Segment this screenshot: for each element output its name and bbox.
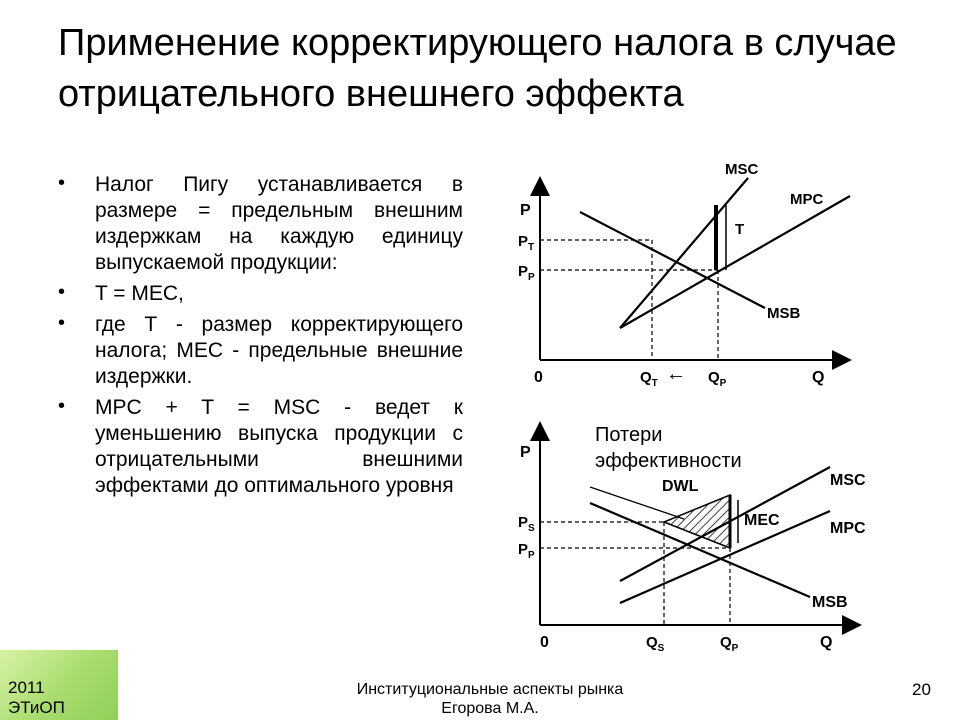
msb-label: MSB [812, 594, 848, 611]
bullet-dot: • [58, 172, 66, 194]
price-label-low: $P_P$ [518, 263, 535, 283]
bullet-item [58, 172, 463, 276]
bullet-item [58, 395, 463, 499]
tax-diagram [500, 150, 870, 390]
msb-label: MSB [767, 305, 801, 322]
footer-course: Институциональные аспекты рынка [356, 681, 624, 698]
efficiency-loss-caption [595, 422, 742, 474]
slide-title: Применение корректирующего налога в случае отрицательного внешнего эффекта [58, 22, 897, 115]
dwl-label: DWL [662, 478, 699, 495]
qty-label-high: $Q_P$ [720, 634, 739, 654]
bullet-dot: • [58, 312, 66, 334]
price-label-high: $P_T$ [518, 233, 535, 253]
bullet-text: MPC + T = MSC - ведет к уменьшению выпуска продукции с отрицательными внешними эффектами до оптимального уровня [95, 396, 463, 497]
page-number: 20 [912, 680, 931, 699]
x-axis-label: Q [820, 634, 833, 651]
price-label-high: $P_S$ [518, 514, 535, 534]
y-axis-label: P [520, 202, 531, 219]
bullet-list [58, 172, 463, 504]
bullet-item [58, 281, 463, 307]
footer-author: Егорова М.А. [441, 700, 539, 717]
badge-org: ЭТиОП [8, 698, 65, 717]
msc-label: MSC [830, 472, 866, 489]
mpc-curve [620, 196, 850, 328]
badge-text [8, 678, 65, 718]
tax-label: T [735, 221, 745, 238]
left-arrow: ← [666, 363, 686, 385]
mpc-label: MPC [830, 520, 866, 537]
bullet-dot: • [58, 281, 66, 303]
origin-label: 0 [540, 634, 549, 651]
bullet-text: где Т - размер корректирующего налога; MEC - предельные внешние издержки. [95, 313, 463, 388]
bullet-item [58, 312, 463, 390]
bullet-text: T = MEC, [95, 282, 184, 305]
x-axis-label: Q [812, 369, 825, 386]
bullet-text: Налог Пигу устанавливается в размере = предельным внешним издержкам на каждую единицу выпускаемой продукции: [95, 173, 463, 274]
qty-label-low: $Q_S$ [646, 634, 665, 654]
caption-line: Потери [595, 424, 663, 446]
y-axis-label: P [520, 444, 531, 461]
caption-line: эффективности [595, 450, 742, 472]
bullet-dot: • [58, 395, 66, 417]
msc-label: MSC [725, 161, 759, 178]
origin-label: 0 [534, 369, 543, 386]
msc-curve [620, 178, 748, 328]
mpc-label: MPC [790, 191, 824, 208]
badge-year: 2011 [8, 678, 45, 697]
qty-label-high: $Q_P$ [708, 369, 727, 389]
mec-label: MEC [744, 512, 780, 529]
price-label-low: $P_P$ [518, 541, 535, 561]
qty-label-low: $Q_T$ [640, 369, 658, 389]
